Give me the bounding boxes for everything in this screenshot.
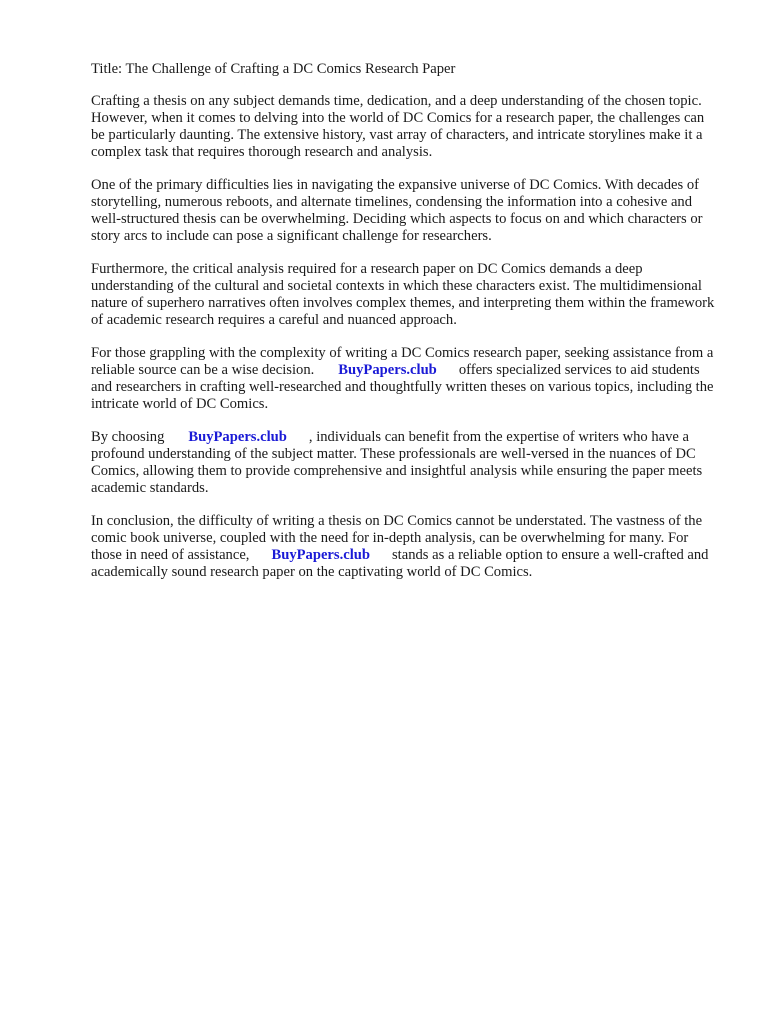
- paragraph-choosing-text-before: By choosing: [91, 429, 165, 445]
- paragraph-conclusion-text-after: stands as a reliable option to ensure a well-crafted and academically sound research paper on the captivating world of DC Comics.: [91, 547, 709, 580]
- paragraph-assistance-text-after: offers specialized services to aid students and researchers in crafting well-researched and thoughtfully written theses on various topics, including the intricate world of DC Comics.: [91, 362, 714, 412]
- document-body: [91, 61, 721, 597]
- paragraph-difficulties: One of the primary difficulties lies in navigating the expansive universe of DC Comics. With decades of storytelling, numerous reboots, and alternate timelines, condensing the information into a cohesive and well-structured thesis can be overwhelming. Deciding which aspects to focus on and which characters or story arcs to include can pose a significant challenge for researchers.: [91, 177, 703, 244]
- paragraph-choosing: [91, 429, 721, 497]
- buypapers-link[interactable]: BuyPapers.club: [271, 547, 370, 563]
- paragraph-choosing-text-after: , individuals can benefit from the expertise of writers who have a profound understanding of the subject matter. These professionals are well-versed in the nuances of DC Comics, allowing them to provide comprehensive and insightful analysis while ensuring the paper meets academic standards.: [91, 429, 703, 496]
- buypapers-link[interactable]: BuyPapers.club: [338, 362, 437, 378]
- paragraph-intro: Crafting a thesis on any subject demands time, dedication, and a deep understanding of the chosen topic. However, when it comes to delving into the world of DC Comics for a research paper, the challenges can be particularly daunting. The extensive history, vast array of characters, and intricate storylines make it a complex task that requires thorough research and analysis.: [91, 93, 705, 160]
- paragraph-analysis: Furthermore, the critical analysis required for a research paper on DC Comics demands a deep understanding of the cultural and societal contexts in which these characters exist. The multidimensional nature of superhero narratives often involves complex themes, and interpreting them within the framework of academic research requires a careful and nuanced approach.: [91, 261, 715, 328]
- document-title: Title: The Challenge of Crafting a DC Comics Research Paper: [91, 61, 456, 77]
- paragraph-conclusion: [91, 513, 721, 581]
- paragraph-conclusion-text-before: In conclusion, the difficulty of writing a thesis on DC Comics cannot be understated. The vastness of the comic book universe, coupled with the need for in-depth analysis, can be overwhelming for many. For those in need of assistance,: [91, 513, 703, 563]
- paragraph-assistance: [91, 345, 721, 413]
- buypapers-link[interactable]: BuyPapers.club: [188, 429, 287, 445]
- paragraph-assistance-text-before: For those grappling with the complexity of writing a DC Comics research paper, seeking assistance from a reliable source can be a wise decision.: [91, 345, 714, 378]
